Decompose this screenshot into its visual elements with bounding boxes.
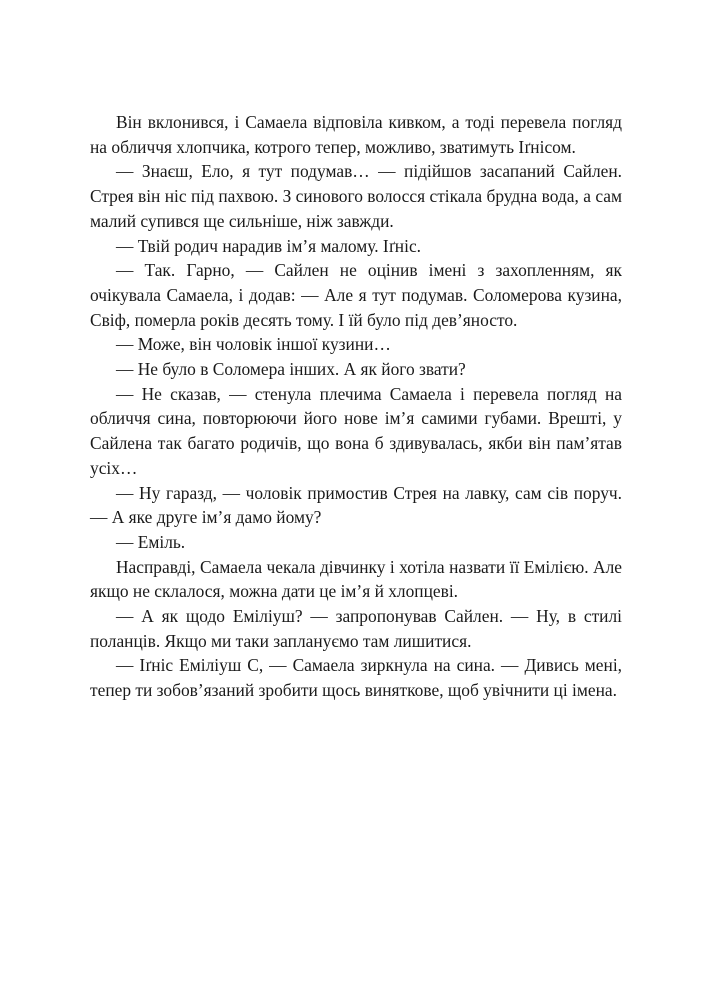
paragraph: — Так. Гарно, — Сайлен не оцінив імені з захопленням, як очікувала Самаела, і додав: — Але я тут подумав. Соломерова кузина, Свіф, померла років десять тому. І їй було під дев’яносто. xyxy=(90,260,622,330)
book-page-text xyxy=(90,110,622,703)
paragraph: — Не сказав, — стенула плечима Самаела і перевела погляд на обличчя сина, повторюючи його нове ім’я самими губами. Врешті, у Сайлена так багато родичів, що вона б здивувалась, якби він пам’ятав усіх… xyxy=(90,383,622,478)
paragraph: — Твій родич нарадив ім’я малому. Іґніс. xyxy=(116,235,422,256)
paragraph: — Іґніс Еміліуш С, — Самаела зиркнула на сина. — Дивись мені, тепер ти зобов’язаний зробити щось виняткове, щоб увічнити ці імена. xyxy=(90,655,622,701)
paragraph: — А як щодо Еміліуш? — запропонував Сайлен. — Ну, в стилі поланців. Якщо ми таки заплануємо там лишитися. xyxy=(90,606,622,651)
paragraph: — Еміль. xyxy=(116,531,186,552)
paragraph: — Ну гаразд, — чоловік примостив Стрея на лавку, сам сів поруч. — А яке друге ім’я дамо йому? xyxy=(90,482,622,528)
paragraph: — Не було в Соломера інших. А як його звати? xyxy=(116,359,466,380)
paragraph: Насправді, Самаела чекала дівчинку і хотіла назвати її Емілією. Але якщо не склалося, можна дати це ім’я й хлопцеві. xyxy=(90,556,622,602)
paragraph: — Знаєш, Ело, я тут подумав… — підійшов засапаний Сайлен. Стрея він ніс під пахвою. З синового волосся стікала брудна вода, а сам малий супився ще сильніше, ніж завжди. xyxy=(90,161,622,231)
paragraph: — Може, він чоловік іншої кузини… xyxy=(116,334,391,355)
paragraph: Він вклонився, і Самаела відповіла кивком, а тоді перевела погляд на обличчя хлопчика, котрого тепер, можливо, зватимуть Іґнісом. xyxy=(90,112,622,157)
